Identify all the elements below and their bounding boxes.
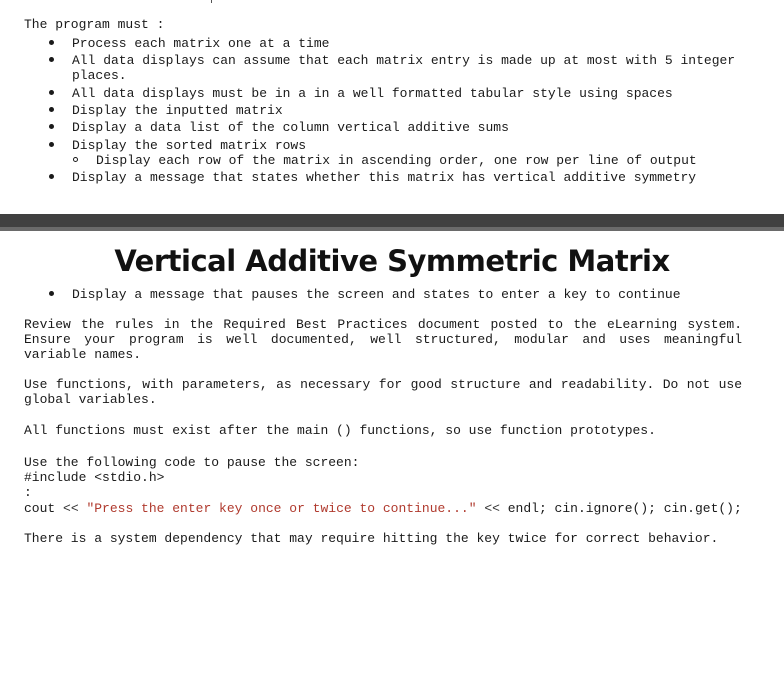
best-practices-paragraph: Review the rules in the Required Best Practices document posted to the eLearning system. Ensure your program is well documented, well structured, modular and uses meaningful variable names.: [24, 317, 742, 362]
page-title: Vertical Additive Symmetric Matrix: [114, 244, 670, 278]
bullet-icon: [49, 142, 54, 147]
functions-paragraph: Use functions, with parameters, as necessary for good structure and readability. Do not use global variables.: [24, 377, 742, 407]
page-separator: [0, 214, 784, 231]
requirement-item: Display the inputted matrix: [72, 103, 283, 118]
requirement-item: Display a message that states whether this matrix has vertical additive symmetry: [72, 170, 697, 185]
requirement-item-continued: places.: [72, 68, 127, 83]
document-page-top: [0, 0, 784, 214]
code-string-literal: "Press the enter key once or twice to continue...": [86, 501, 477, 516]
bullet-icon: [49, 107, 54, 112]
requirement-item: All data displays must be in a in a well formatted tabular style using spaces: [72, 86, 673, 101]
prototypes-paragraph: All functions must exist after the main () functions, so use function prototypes.: [24, 423, 656, 438]
bullet-icon: [49, 57, 54, 62]
code-intro: Use the following code to pause the screen:: [24, 455, 360, 470]
requirement-item: Display a message that pauses the screen and states to enter a key to continue: [72, 287, 681, 302]
bullet-icon: [49, 124, 54, 129]
requirement-item: Display the sorted matrix rows: [72, 138, 307, 153]
footer-note: There is a system dependency that may require hitting the key twice for correct behavior.: [24, 531, 719, 546]
code-cout: cout: [24, 501, 56, 516]
code-cout-line: [24, 501, 742, 516]
requirement-item: Display a data list of the column vertical additive sums: [72, 120, 509, 135]
code-include-line: #include <stdio.h>: [24, 470, 165, 485]
bullet-icon: [49, 174, 54, 179]
bullet-icon: [49, 40, 54, 45]
code-ellipsis-line: :: [24, 485, 32, 500]
code-operator: <<: [476, 501, 508, 516]
bullet-icon: [49, 291, 54, 296]
bullet-icon: [49, 90, 54, 95]
code-rest: endl; cin.ignore(); cin.get();: [507, 501, 742, 516]
requirement-item: Process each matrix one at a time: [72, 36, 330, 51]
requirement-item: All data displays can assume that each matrix entry is made up at most with 5 integer: [72, 53, 736, 68]
page-edge-mark: [211, 0, 212, 3]
code-operator: <<: [55, 501, 87, 516]
requirement-subitem: Display each row of the matrix in ascending order, one row per line of output: [96, 153, 697, 168]
requirements-intro: The program must :: [24, 17, 165, 32]
sub-bullet-icon: [73, 157, 78, 162]
